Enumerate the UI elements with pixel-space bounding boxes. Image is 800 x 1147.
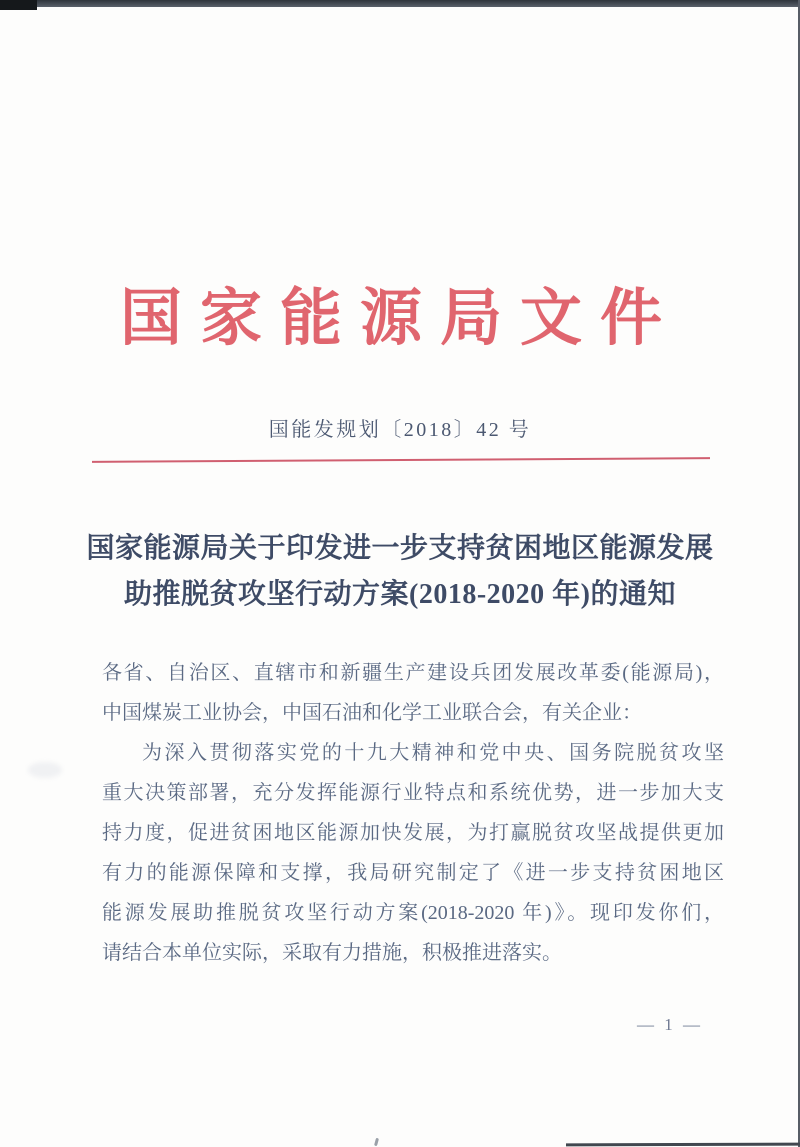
document-number: 国能发规划〔2018〕42 号 <box>268 419 532 441</box>
body-line: 有力的能源保障和支撑，我局研究制定了《进一步支持贫困地区 <box>102 862 724 884</box>
notice-title <box>0 526 800 618</box>
body-line: 持力度，促进贫困地区能源加快发展，为打赢脱贫攻坚战提供更加 <box>102 822 724 844</box>
scan-artifact-top-left-corner <box>0 0 37 10</box>
scan-artifact-bottom-edge <box>566 1143 800 1147</box>
scan-artifact-smudge <box>28 762 62 778</box>
body-line: 请结合本单位实际，采取有力措施，积极推进落实。 <box>102 942 562 964</box>
body-line: 为深入贯彻落实党的十九大精神和党中央、国务院脱贫攻坚 <box>142 742 724 764</box>
notice-title-line2: 助推脱贫攻坚行动方案(2018-2020 年)的通知 <box>124 579 676 610</box>
recipients-line: 中国煤炭工业协会，中国石油和化学工业联合会，有关企业： <box>102 702 642 724</box>
scan-artifact-speck <box>374 1138 379 1147</box>
body-line: 能源发展助推脱贫攻坚行动方案(2018-2020 年)》。现印发你们， <box>102 902 724 924</box>
page-number: — 1 — <box>637 1015 703 1034</box>
letterhead-agency-title: 国家能源局文件 <box>119 285 680 353</box>
red-divider-line <box>92 457 710 463</box>
notice-title-line1: 国家能源局关于印发进一步支持贫困地区能源发展 <box>86 533 714 564</box>
body-line: 重大决策部署，充分发挥能源行业特点和系统优势，进一步加大支 <box>102 782 724 804</box>
scan-artifact-top-edge <box>0 0 800 7</box>
notice-body <box>102 653 724 973</box>
recipients-line: 各省、自治区、直辖市和新疆生产建设兵团发展改革委(能源局)， <box>102 662 724 684</box>
